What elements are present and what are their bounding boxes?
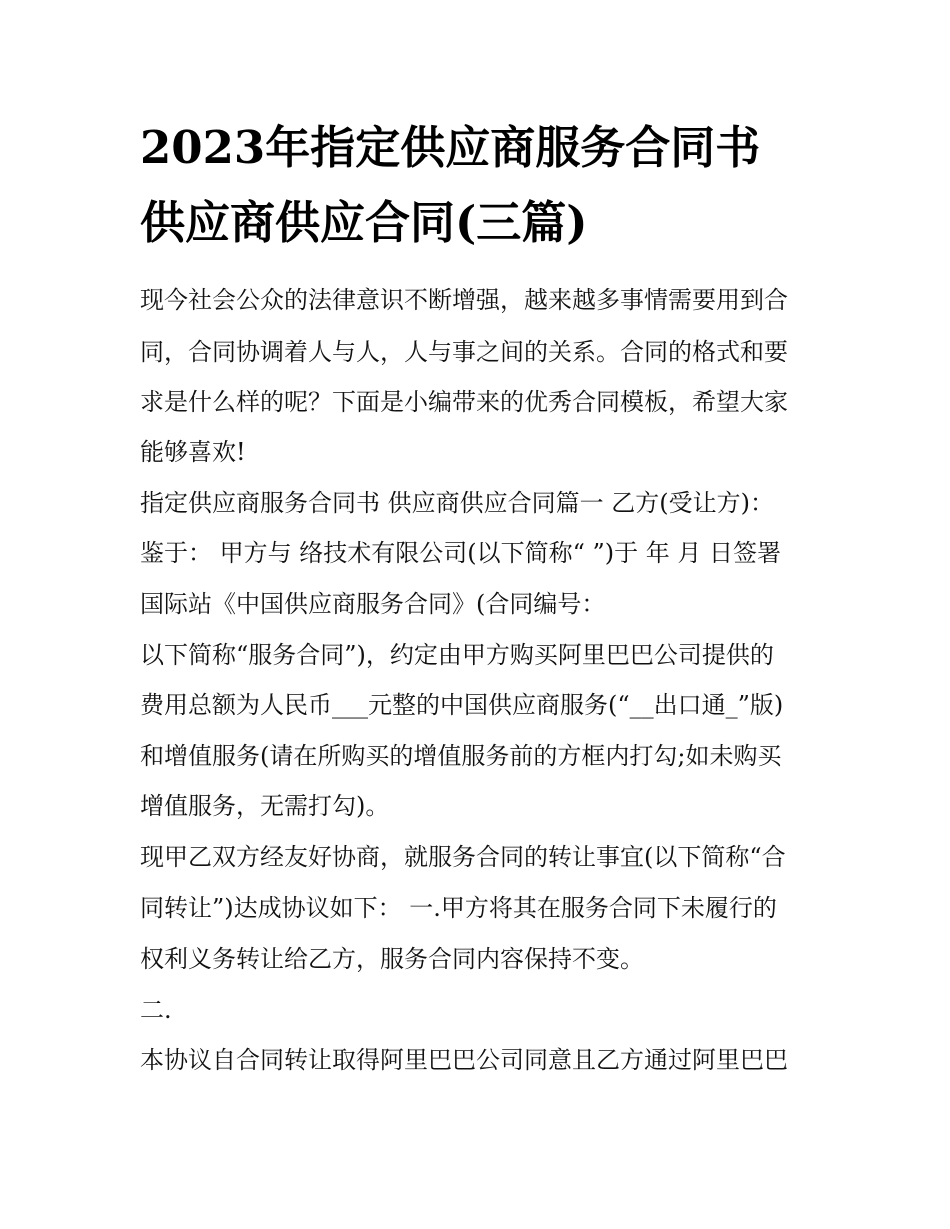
body-line-1: 现今社会公众的法律意识不断增强，越来越多事情需要用到合	[140, 286, 788, 314]
body-line-6: 鉴于： 甲方与 络技术有限公司(以下简称“ ”)于 年 月 日签署	[140, 539, 782, 567]
body-line-12: 现甲乙双方经友好协商，就服务合同的转让事宜(以下简称“合	[140, 843, 786, 871]
body-line-7: 国际站《中国供应商服务合同》(合同编号：	[140, 590, 606, 618]
document-title-line-2: 供应商供应合同(三篇)	[140, 196, 588, 249]
body-line-5: 指定供应商服务合同书 供应商供应合同篇一 乙方(受让方)：	[140, 489, 774, 517]
body-line-14: 权利义务转让给乙方，服务合同内容保持不变。	[140, 945, 644, 973]
document-title-line-1: 2023年指定供应商服务合同书	[140, 121, 761, 174]
body-line-15: 二.	[140, 996, 172, 1024]
body-line-4: 能够喜欢!	[140, 438, 246, 466]
body-line-9: 费用总额为人民币___元整的中国供应商服务(“__出口通_”版)	[140, 691, 784, 719]
body-line-8: 以下简称“服务合同”)，约定由甲方购买阿里巴巴公司提供的	[140, 641, 774, 669]
body-line-13: 同转让”)达成协议如下： 一.甲方将其在服务合同下未履行的	[140, 894, 777, 922]
body-line-16: 本协议自合同转让取得阿里巴巴公司同意且乙方通过阿里巴巴	[140, 1046, 788, 1074]
body-line-11: 增值服务，无需打勾)。	[140, 792, 390, 820]
body-line-3: 求是什么样的呢？下面是小编带来的优秀合同模板，希望大家	[140, 388, 788, 416]
body-line-10: 和增值服务(请在所购买的增值服务前的方框内打勾;如未购买	[140, 742, 782, 770]
body-line-2: 同，合同协调着人与人，人与事之间的关系。合同的格式和要	[140, 338, 788, 366]
